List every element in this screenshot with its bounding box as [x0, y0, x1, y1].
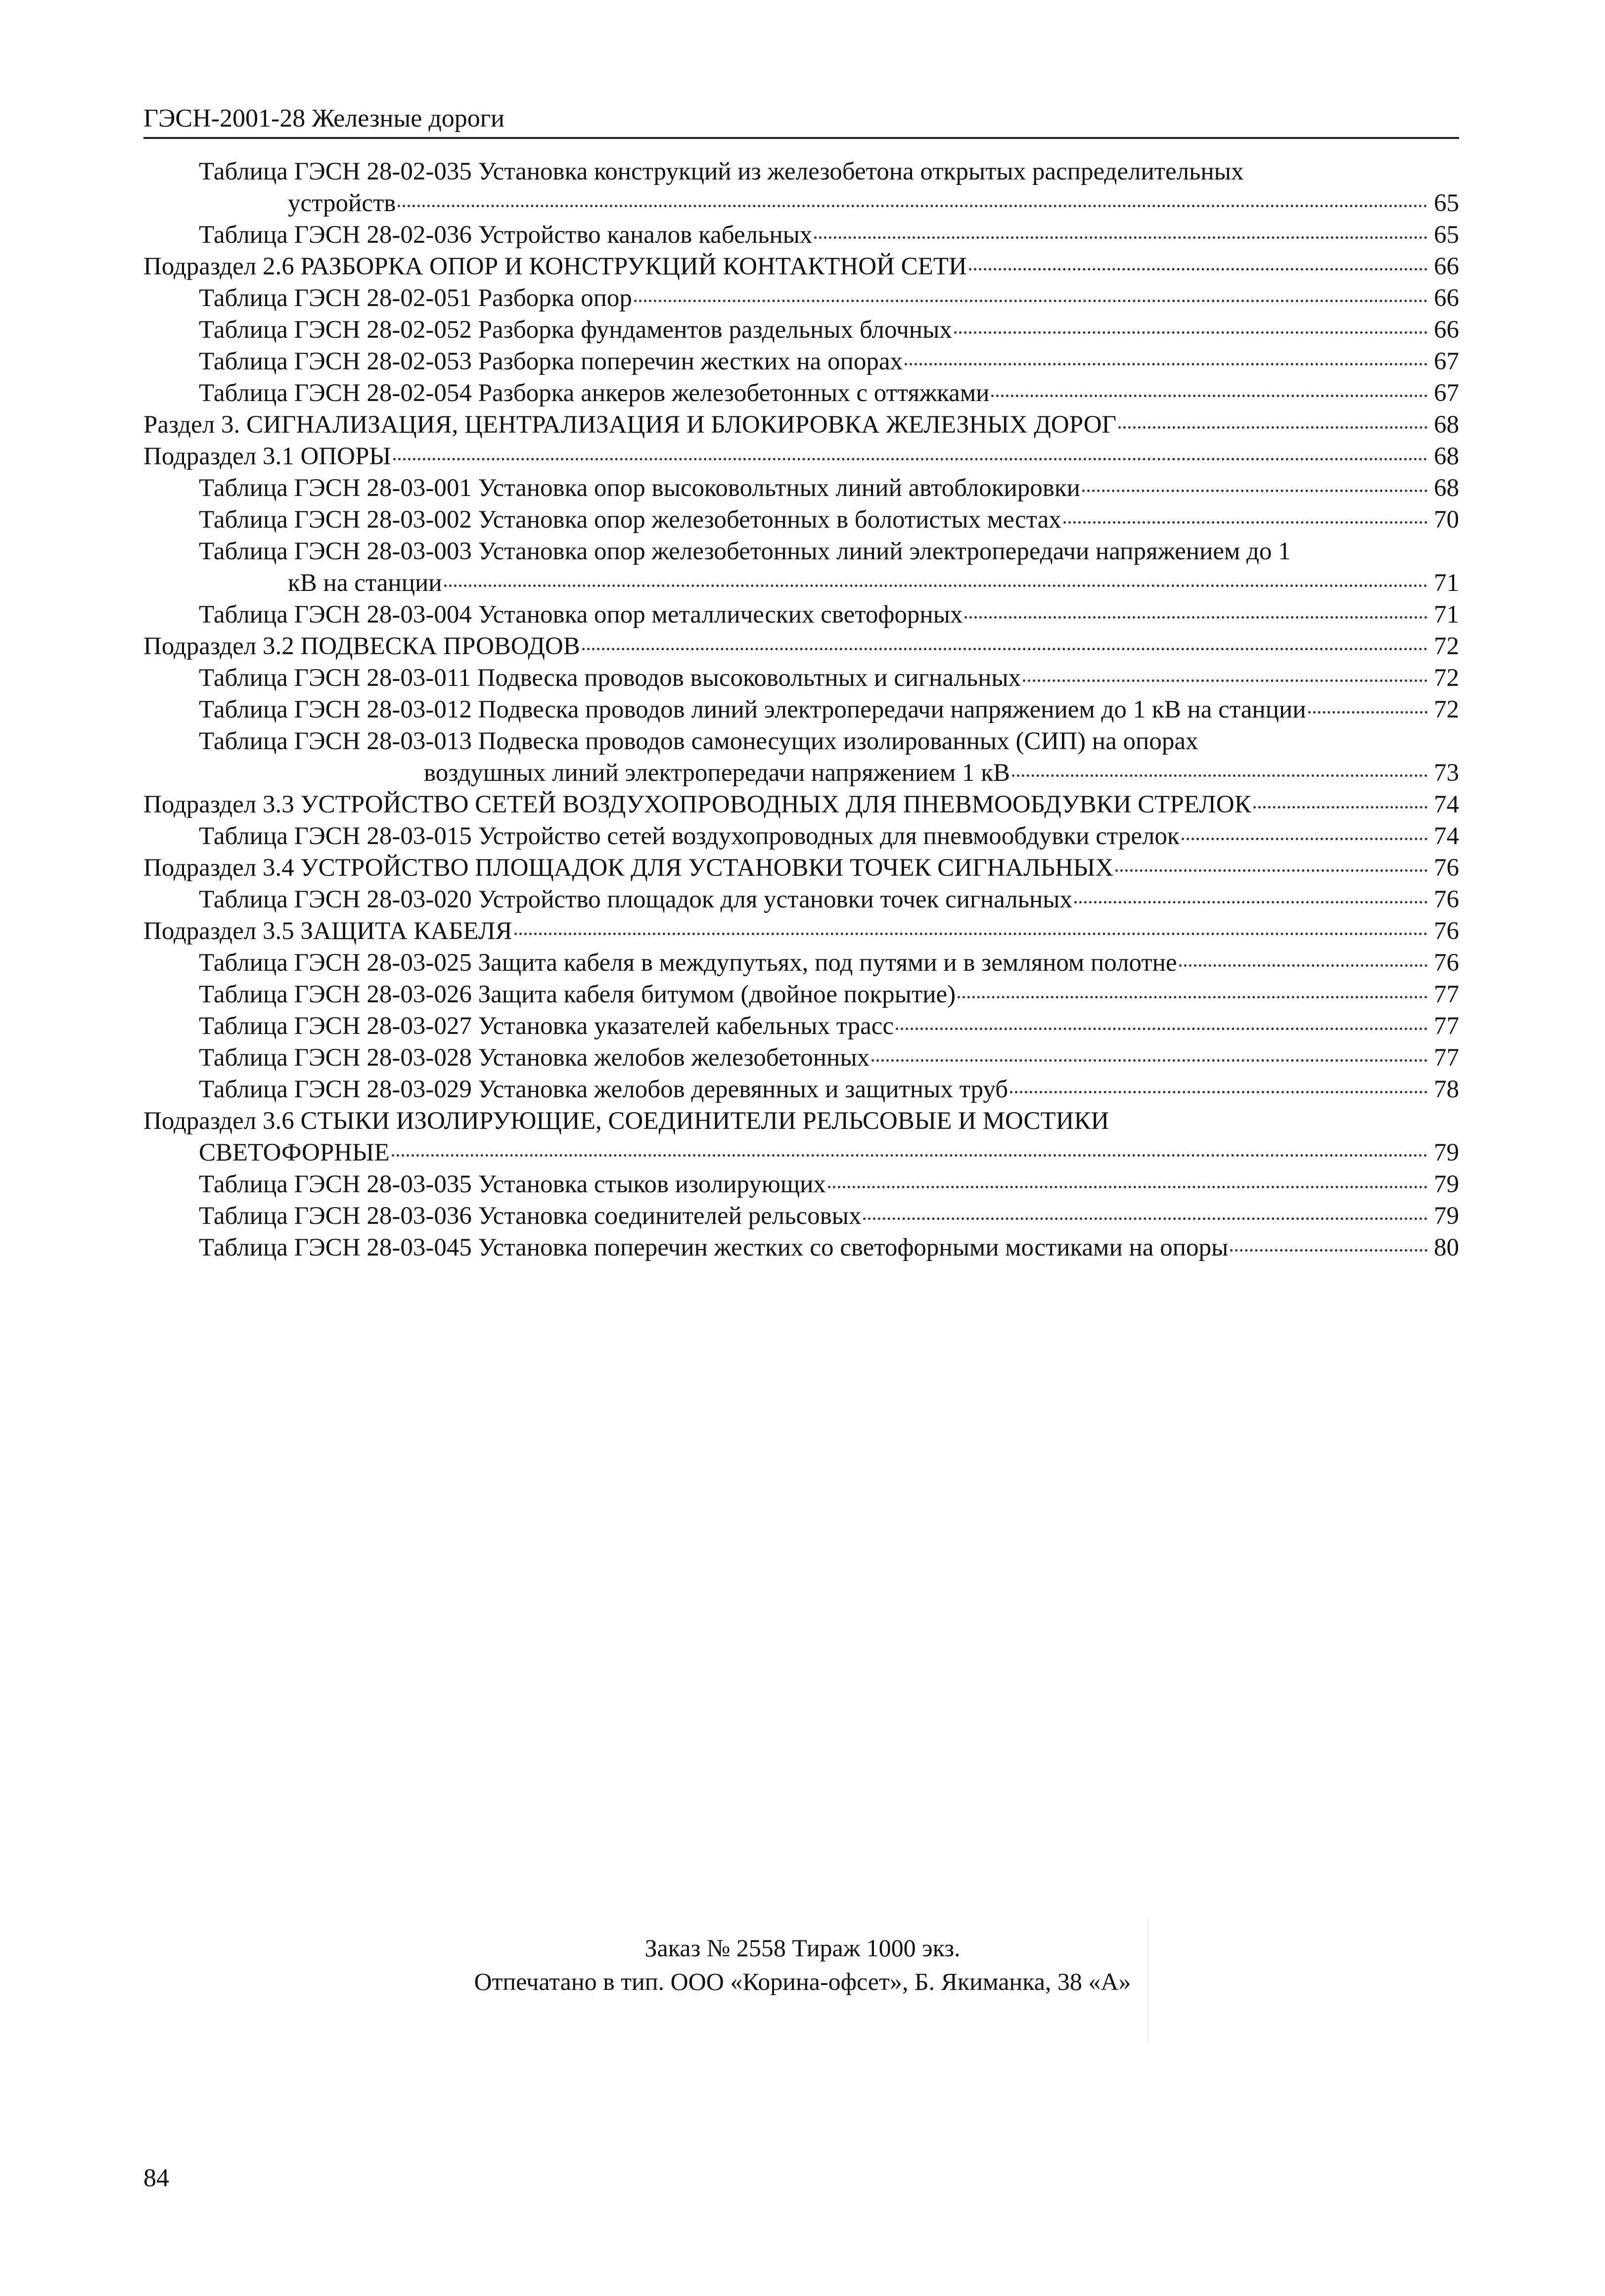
dot-leader [1253, 806, 1427, 809]
toc-page-number: 67 [1434, 348, 1459, 375]
toc-entry-title: Подраздел 3.2 ПОДВЕСКА ПРОВОДОВ [143, 632, 580, 660]
dot-leader [969, 268, 1427, 270]
toc-page-number: 73 [1434, 759, 1459, 787]
dot-leader [634, 300, 1427, 302]
toc-entry-title: Таблица ГЭСН 28-03-003 Установка опор железобетонных линий электропередачи напряжением до 1 [199, 538, 1291, 565]
toc-page-number: 65 [1434, 221, 1459, 249]
toc-entry-table[interactable] [143, 820, 1459, 852]
toc-page-number: 76 [1434, 886, 1459, 913]
toc-entry-title-continued: устройств [288, 189, 396, 217]
toc-entry-table[interactable] [143, 282, 1459, 314]
toc-entry-table[interactable] [143, 1010, 1459, 1042]
toc-entry-title: Таблица ГЭСН 28-03-025 Защита кабеля в междупутьях, под путями и в земляном полотне [199, 949, 1177, 977]
toc-page-number: 77 [1434, 1012, 1459, 1040]
dot-leader [582, 648, 1427, 650]
dot-leader [964, 616, 1427, 619]
toc-entry-title: Таблица ГЭСН 28-03-013 Подвеска проводов самонесущих изолированных (СИП) на опорах [199, 727, 1198, 755]
dot-leader [871, 1059, 1427, 1062]
dot-leader [828, 1186, 1427, 1188]
toc-entry-subsection[interactable] [143, 852, 1459, 884]
toc-page-number: 68 [1434, 443, 1459, 470]
toc-page-number: 67 [1434, 379, 1459, 407]
toc-entry-table[interactable] [143, 1169, 1459, 1200]
dot-leader [1010, 1091, 1427, 1093]
dot-leader [1012, 774, 1427, 777]
toc-entry-title: Таблица ГЭСН 28-02-051 Разборка опор [199, 284, 632, 312]
toc-entry-title: Таблица ГЭСН 28-03-004 Установка опор металлических светофорных [199, 601, 963, 629]
toc-page-number: 78 [1434, 1076, 1459, 1103]
dot-leader [1182, 838, 1427, 840]
toc-entry-title: Подраздел 3.1 ОПОРЫ [143, 443, 391, 470]
toc-page-number: 79 [1434, 1139, 1459, 1167]
toc-entry-title: Таблица ГЭСН 28-03-027 Установка указателей кабельных трасс [199, 1012, 894, 1040]
toc-entry-title-continued: СВЕТОФОРНЫЕ [199, 1139, 390, 1167]
toc-page-number: 72 [1434, 664, 1459, 692]
dot-leader [1308, 711, 1428, 714]
toc-page-number: 66 [1434, 284, 1459, 312]
toc-entry-title: Таблица ГЭСН 28-03-002 Установка опор железобетонных в болотистых местах [199, 506, 1061, 534]
toc-entry-table[interactable] [143, 1200, 1459, 1232]
toc-entry-subsection[interactable] [143, 789, 1459, 820]
toc-entry-title: Таблица ГЭСН 28-03-028 Установка желобов железобетонных [199, 1044, 870, 1072]
toc-entry-subsection[interactable] [143, 630, 1459, 662]
dot-leader [814, 236, 1427, 239]
toc-page-number: 68 [1434, 474, 1459, 502]
toc-page-number: 65 [1434, 189, 1459, 217]
toc-entry-table[interactable] [143, 219, 1459, 251]
toc-entry-title: Подраздел 3.5 ЗАЩИТА КАБЕЛЯ [143, 917, 512, 945]
toc-page-number: 76 [1434, 917, 1459, 945]
dot-leader [1115, 869, 1427, 872]
toc-entry-table[interactable] [143, 662, 1459, 694]
toc-entry-title-continued: воздушных линий электропередачи напряжением 1 кВ [424, 759, 1010, 787]
toc-entry-title: Подраздел 3.3 УСТРОЙСТВО СЕТЕЙ ВОЗДУХОПРОВОДНЫХ ДЛЯ ПНЕВМООБДУВКИ СТРЕЛОК [143, 791, 1251, 818]
toc-entry-table[interactable] [143, 725, 1459, 789]
dot-leader [905, 363, 1427, 365]
toc-entry-table[interactable] [143, 377, 1459, 409]
toc-page-number: 74 [1434, 791, 1459, 818]
toc-entry-title: Таблица ГЭСН 28-03-001 Установка опор высоковольтных линий автоблокировки [199, 474, 1080, 502]
toc-entry-title: Таблица ГЭСН 28-03-012 Подвеска проводов линий электропередачи напряжением до 1 кВ на станции [199, 696, 1306, 723]
toc-entry-table[interactable] [143, 1042, 1459, 1074]
dot-leader [958, 996, 1427, 998]
toc-entry-title: Таблица ГЭСН 28-03-011 Подвеска проводов высоковольтных и сигнальных [199, 664, 1021, 692]
toc-entry-title: Таблица ГЭСН 28-02-054 Разборка анкеров железобетонных с оттяжками [199, 379, 990, 407]
toc-entry-title-continued: кВ на станции [288, 569, 442, 597]
toc-entry-subsection[interactable] [143, 915, 1459, 947]
dot-leader [1023, 679, 1427, 682]
toc-entry-title: Таблица ГЭСН 28-03-029 Установка желобов деревянных и защитных труб [199, 1076, 1009, 1103]
toc-page-number: 72 [1434, 696, 1459, 723]
toc-page-number: 80 [1434, 1234, 1459, 1261]
toc-entry-table[interactable] [143, 536, 1459, 599]
toc-entry-subsection[interactable] [143, 1105, 1459, 1169]
dot-leader [1230, 1249, 1427, 1252]
toc-entry-table[interactable] [143, 346, 1459, 377]
header-title: ГЭСН-2001-28 Железные дороги [143, 104, 504, 133]
toc-entry-title: Таблица ГЭСН 28-02-052 Разборка фундаментов раздельных блочных [199, 316, 952, 344]
toc-entry-title: Таблица ГЭСН 28-02-035 Установка конструкций из железобетона открытых распределительных [199, 158, 1244, 185]
toc-entry-table[interactable] [143, 504, 1459, 536]
toc-page-number: 68 [1434, 411, 1459, 439]
toc-entry-table[interactable] [143, 156, 1459, 219]
running-header [143, 101, 1459, 139]
toc-entry-title: Таблица ГЭСН 28-03-036 Установка соединителей рельсовых [199, 1202, 862, 1230]
toc-page-number: 77 [1434, 981, 1459, 1008]
toc-entry-title: Таблица ГЭСН 28-03-020 Устройство площадок для установки точек сигнальных [199, 886, 1073, 913]
toc-entry-title: Таблица ГЭСН 28-03-026 Защита кабеля битумом (двойное покрытие) [199, 981, 956, 1008]
toc-entry-title: Раздел 3. СИГНАЛИЗАЦИЯ, ЦЕНТРАЛИЗАЦИЯ И БЛОКИРОВКА ЖЕЛЕЗНЫХ ДОРОГ [143, 411, 1117, 439]
dot-leader [392, 1154, 1427, 1157]
imprint-printed: Отпечатано в тип. ООО «Корина-офсет», Б. Якиманка, 38 «А» [474, 1968, 1131, 1995]
dot-leader [954, 331, 1427, 334]
toc-page-number: 79 [1434, 1171, 1459, 1198]
dot-leader [1063, 521, 1427, 524]
toc-entry-title: Таблица ГЭСН 28-03-045 Установка поперечин жестких со светофорными мостиками на опоры [199, 1234, 1229, 1261]
toc-page-number: 70 [1434, 506, 1459, 534]
table-of-contents [143, 156, 1459, 1263]
toc-entry-table[interactable] [143, 472, 1459, 504]
toc-page-number: 66 [1434, 253, 1459, 280]
toc-entry-table[interactable] [143, 1232, 1459, 1263]
page-number: 84 [143, 2164, 169, 2192]
dot-leader [444, 585, 1427, 587]
toc-entry-table[interactable] [143, 884, 1459, 915]
toc-entry-title: Таблица ГЭСН 28-03-035 Установка стыков изолирующих [199, 1171, 826, 1198]
toc-entry-title: Таблица ГЭСН 28-02-053 Разборка поперечин жестких на опорах [199, 348, 903, 375]
dot-leader [1082, 490, 1427, 492]
dot-leader [1118, 426, 1427, 429]
dot-leader [991, 395, 1427, 397]
toc-page-number: 71 [1434, 569, 1459, 597]
toc-entry-subsection[interactable] [143, 251, 1459, 282]
toc-page-number: 72 [1434, 632, 1459, 660]
toc-entry-table[interactable] [143, 599, 1459, 630]
toc-entry-title: Подраздел 2.6 РАЗБОРКА ОПОР И КОНСТРУКЦИЙ КОНТАКТНОЙ СЕТИ [143, 253, 967, 280]
toc-entry-subsection[interactable] [143, 441, 1459, 472]
dot-leader [1074, 901, 1427, 903]
toc-entry-table[interactable] [143, 979, 1459, 1010]
toc-page-number: 71 [1434, 601, 1459, 629]
toc-entry-title: Подраздел 3.6 СТЫКИ ИЗОЛИРУЮЩИЕ, СОЕДИНИТЕЛИ РЕЛЬСОВЫЕ И МОСТИКИ [143, 1107, 1109, 1135]
toc-entry-title: Подраздел 3.4 УСТРОЙСТВО ПЛОЩАДОК ДЛЯ УСТАНОВКИ ТОЧЕК СИГНАЛЬНЫХ [143, 854, 1114, 882]
toc-entry-title: Таблица ГЭСН 28-02-036 Устройство каналов кабельных [199, 221, 813, 249]
dot-leader [393, 458, 1427, 460]
toc-page-number: 66 [1434, 316, 1459, 344]
toc-entry-table[interactable] [143, 1074, 1459, 1105]
toc-entry-section[interactable] [143, 409, 1459, 441]
dot-leader [863, 1217, 1427, 1220]
toc-entry-table[interactable] [143, 314, 1459, 346]
toc-page-number: 76 [1434, 854, 1459, 882]
toc-entry-title: Таблица ГЭСН 28-03-015 Устройство сетей воздухопроводных для пневмообдувки стрелок [199, 822, 1180, 850]
dot-leader [1179, 964, 1427, 967]
toc-entry-table[interactable] [143, 947, 1459, 979]
imprint [0, 1931, 1605, 1998]
toc-entry-table[interactable] [143, 694, 1459, 725]
dot-leader [896, 1028, 1427, 1030]
dot-leader [514, 933, 1427, 935]
toc-page-number: 77 [1434, 1044, 1459, 1072]
toc-page-number: 79 [1434, 1202, 1459, 1230]
toc-page-number: 76 [1434, 949, 1459, 977]
toc-page-number: 74 [1434, 822, 1459, 850]
imprint-order: Заказ № 2558 Тираж 1000 экз. [644, 1934, 961, 1962]
dot-leader [398, 205, 1427, 207]
